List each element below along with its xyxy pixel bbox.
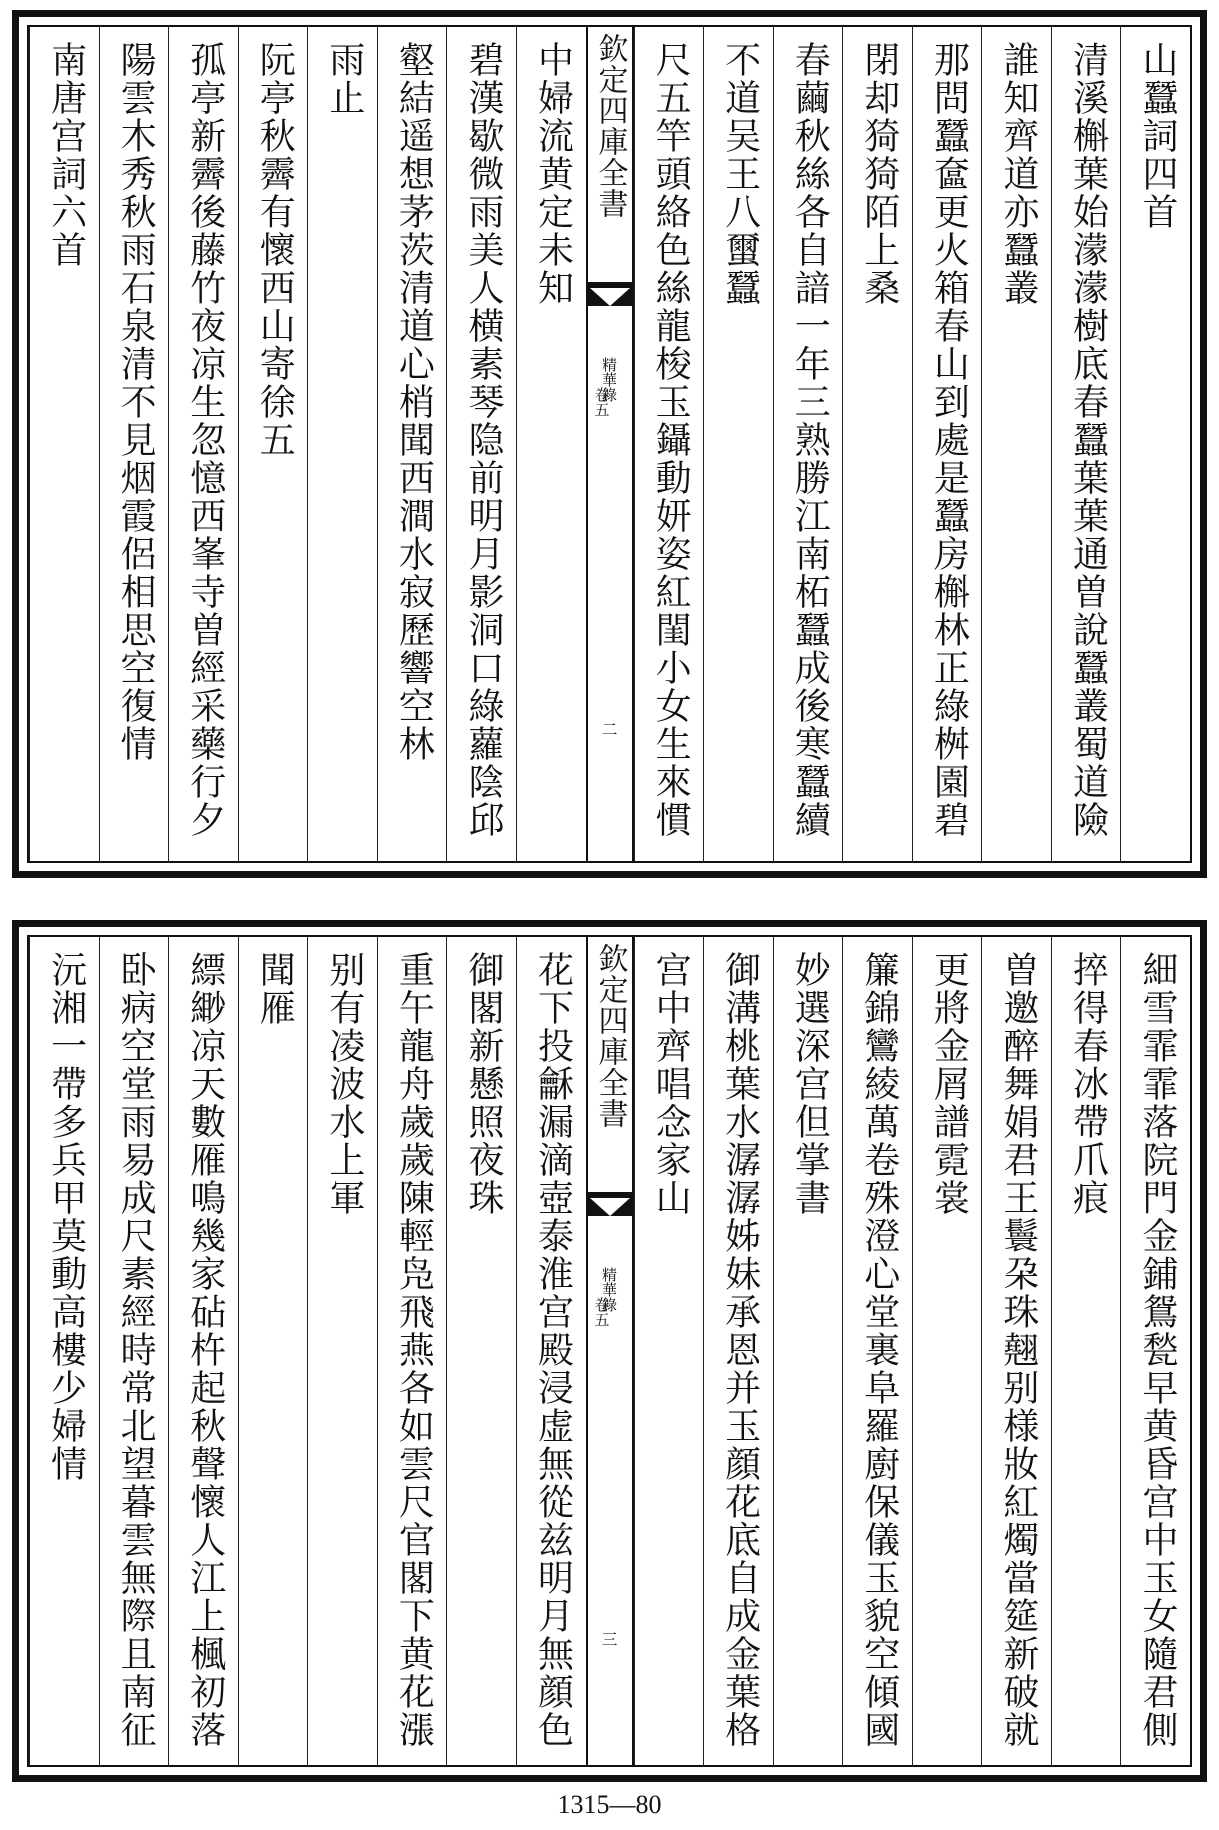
text-column [842,27,912,861]
text-column [238,937,308,1765]
column-text: 細雪霏霏落院門金鋪鴛甃早黄昏宫中玉女隨君側 [1137,951,1178,1749]
column-text: 尺五竿頭絡色絲龍梭玉鑷動妍姿紅閨小女生來慣 [650,41,692,839]
text-column [773,27,843,861]
column-text: 縹緲凉天數雁鳴幾家砧杵起秋聲懷人江上楓初落 [184,951,226,1749]
gutter-volume: 卷五 [592,387,611,417]
text-column [1051,27,1121,861]
text-column [634,27,704,861]
gutter-subtitle: 精華錄 [600,357,618,402]
column-text: 那問蠶奩更火箱春山到處是蠶房槲林正綠桝園碧 [928,41,970,839]
text-column [29,937,99,1765]
text-column [307,27,377,861]
text-column [377,27,447,861]
top-page-frame [27,25,1192,863]
text-column [99,937,169,1765]
top-page [12,10,1207,878]
column-text: 壑結遥想茅茨清道心梢聞西澗水寂歷響空林 [393,41,435,763]
column-text: 别有凌波水上軍 [323,951,365,1217]
top-page-gutter [586,27,634,861]
gutter-page-number: 二 [601,720,618,739]
text-column [1051,937,1121,1765]
column-text: 雨止 [323,41,365,117]
fishtail-mark [588,1192,632,1216]
text-column [99,27,169,861]
text-column [773,937,843,1765]
column-text: 山蠶詞四首 [1137,41,1178,231]
text-column [912,937,982,1765]
column-text: 南唐宫詞六首 [45,41,87,269]
bottom-page-gutter [586,937,634,1765]
text-column [981,937,1051,1765]
text-column [377,937,447,1765]
text-column [912,27,982,861]
column-text: 花下投龢漏滴壺泰淮宫殿浸虚無從兹明月無顔色 [532,951,574,1749]
column-text: 宫中齊唱念家山 [650,951,692,1217]
column-text: 曽邀醉舞娟君王鬟朶珠翹别様妝紅燭當筵新破就 [997,951,1039,1749]
bottom-page-frame [27,935,1192,1767]
column-text: 捽得春冰帶爪痕 [1067,951,1109,1217]
column-text: 清溪槲葉始濛濛樹底春蠶葉葉通曽說蠶叢蜀道險 [1067,41,1109,839]
column-text: 沅湘一帶多兵甲莫動高樓少婦情 [45,951,87,1483]
column-text: 簾錦鸞綾萬卷殊澄心堂裏阜羅廚保儀玉貌空傾國 [858,951,900,1749]
text-column [981,27,1051,861]
text-column [168,27,238,861]
text-column [703,27,773,861]
text-column [1120,937,1190,1765]
column-text: 御溝桃葉水潺潺姊妹承恩并玉顔花底自成金葉格 [719,951,761,1749]
gutter-subtitle: 精華錄 [600,1267,618,1312]
column-text: 閉却猗猗陌上桑 [858,41,900,307]
column-text: 碧漢歇微雨美人横素琴隐前明月影洞口綠蘿陰邱 [462,41,504,839]
column-text: 更將金屑譜霓裳 [928,951,970,1217]
bottom-page [12,920,1207,1782]
gutter-page-number: 三 [601,1630,618,1649]
column-text: 卧病空堂雨易成尺素經時常北望暮雲無際且南征 [115,951,157,1749]
text-column [446,27,516,861]
column-text: 重午龍舟歲歲陳輕凫飛燕各如雲尺官閣下黄花漲 [393,951,435,1749]
text-column [168,937,238,1765]
column-text: 妙選深宫但掌書 [789,951,831,1217]
fishtail-mark [588,282,632,306]
column-text: 孤亭新霽後藤竹夜凉生忽憶西峯寺曽經采藥行夕 [184,41,226,839]
text-column [446,937,516,1765]
text-column [634,937,704,1765]
column-text: 春繭秋絲各自諳一年三熟勝江南柘蠶成後寒蠶續 [789,41,831,839]
text-column [703,937,773,1765]
gutter-title: 欽定四庫全書 [592,943,628,1129]
column-text: 誰知齊道亦蠶叢 [997,41,1039,307]
text-column [238,27,308,861]
column-text: 中婦流黄定未知 [532,41,574,307]
gutter-volume: 卷五 [592,1297,611,1327]
column-text: 不道吴王八蠒蠶 [719,41,761,307]
text-column [516,27,586,861]
text-column [1120,27,1190,861]
text-column [29,27,99,861]
gutter-title: 欽定四庫全書 [592,33,628,219]
text-column [516,937,586,1765]
column-text: 聞雁 [254,951,296,1027]
column-text: 御閣新懸照夜珠 [462,951,504,1217]
column-text: 阮亭秋霽有懷西山寄徐五 [254,41,296,459]
column-text: 陽雲木秀秋雨石泉清不見烟霞侶相思空復情 [115,41,157,763]
text-column [842,937,912,1765]
text-column [307,937,377,1765]
folio-number: 1315—80 [557,1790,662,1819]
